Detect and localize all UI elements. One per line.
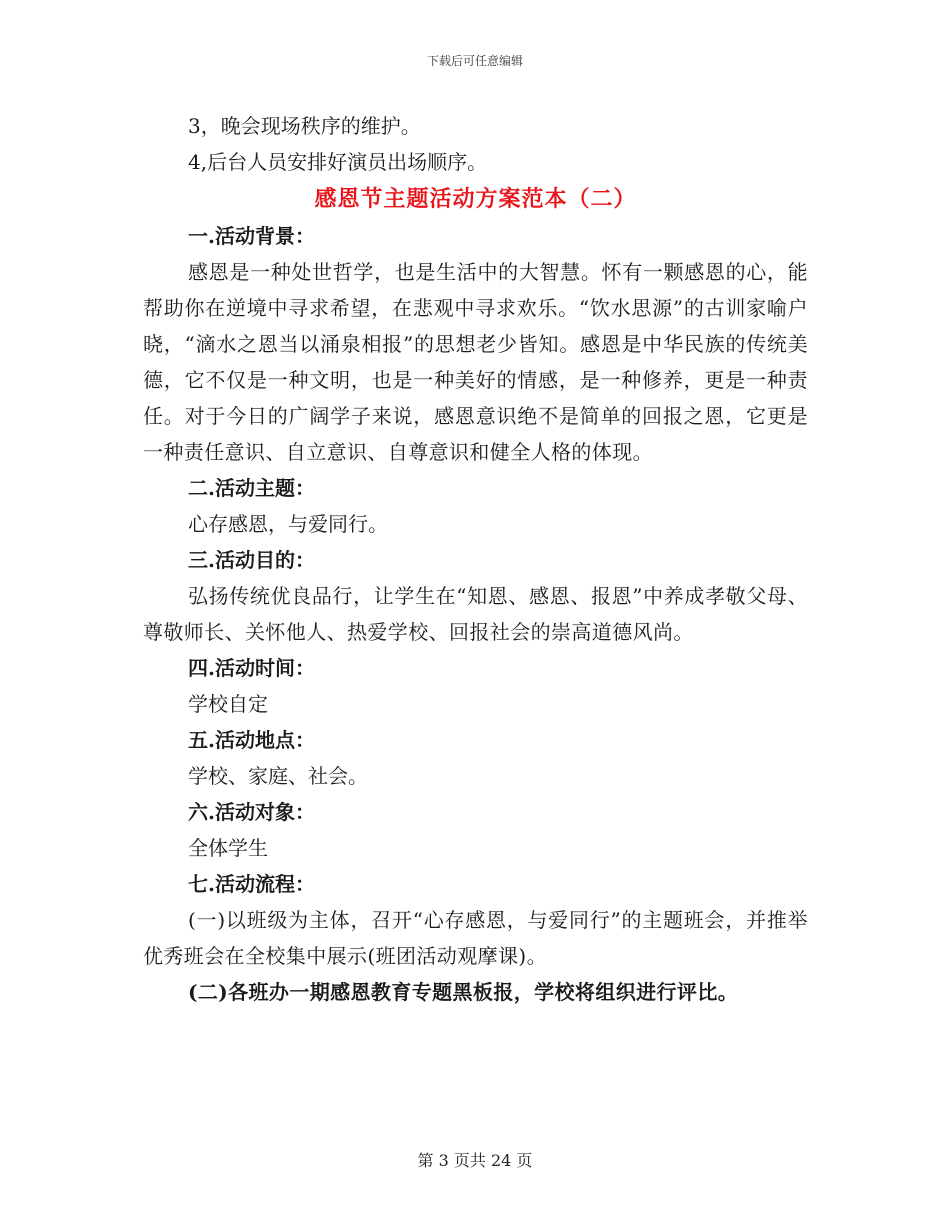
section-body-theme: 心存感恩，与爱同行。 [188, 512, 388, 536]
page-header: 下载后可任意编辑 [426, 54, 523, 68]
section-heading-time: 四.活动时间： [188, 656, 315, 680]
process-item-1: (一)以班级为主体，召开“心存感恩，与爱同行”的主题班会，并推举优秀班会在全校集中展示(班团活动观摩课)。 [143, 908, 808, 968]
section-heading-purpose: 三.活动目的： [188, 548, 315, 572]
section-body-place: 学校、家庭、社会。 [188, 764, 368, 788]
section-heading-place: 五.活动地点： [188, 728, 315, 752]
process-item-2: (二)各班办一期感恩教育专题黑板报，学校将组织进行评比。 [188, 980, 739, 1004]
section-body-purpose: 弘扬传统优良品行，让学生在“知恩、感恩、报恩”中养成孝敬父母、尊敬师长、关怀他人、热爱学校、回报社会的崇高道德风尚。 [143, 584, 808, 644]
section-heading-audience: 六.活动对象： [188, 800, 315, 824]
section-heading-process: 七.活动流程： [188, 872, 315, 896]
section-body-audience: 全体学生 [188, 836, 268, 860]
document-body [143, 108, 808, 1010]
section-body-background: 感恩是一种处世哲学，也是生活中的大智慧。怀有一颗感恩的心，能帮助你在逆境中寻求希望，在悲观中寻求欢乐。“饮水思源”的古训家喻户晓，“滴水之恩当以涌泉相报”的思想老少皆知。感恩是中华民族的传统美德，它不仅是一种文明，也是一种美好的情感，是一种修养，更是一种责任。对于今日的广阔学子来说，感恩意识绝不是简单的回报之恩，它更是一种责任意识、自立意识、自尊意识和健全人格的体现。 [143, 260, 808, 464]
page-number: 第 3 页共 24 页 [417, 1151, 533, 1170]
document-title: 感恩节主题活动方案范本（二） [314, 186, 637, 212]
section-body-time: 学校自定 [188, 692, 268, 716]
section-heading-background: 一.活动背景： [188, 224, 315, 248]
list-item-3: 3，晚会现场秩序的维护。 [188, 114, 421, 138]
list-item-4: 4,后台人员安排好演员出场顺序。 [188, 150, 488, 174]
section-heading-theme: 二.活动主题： [188, 476, 315, 500]
